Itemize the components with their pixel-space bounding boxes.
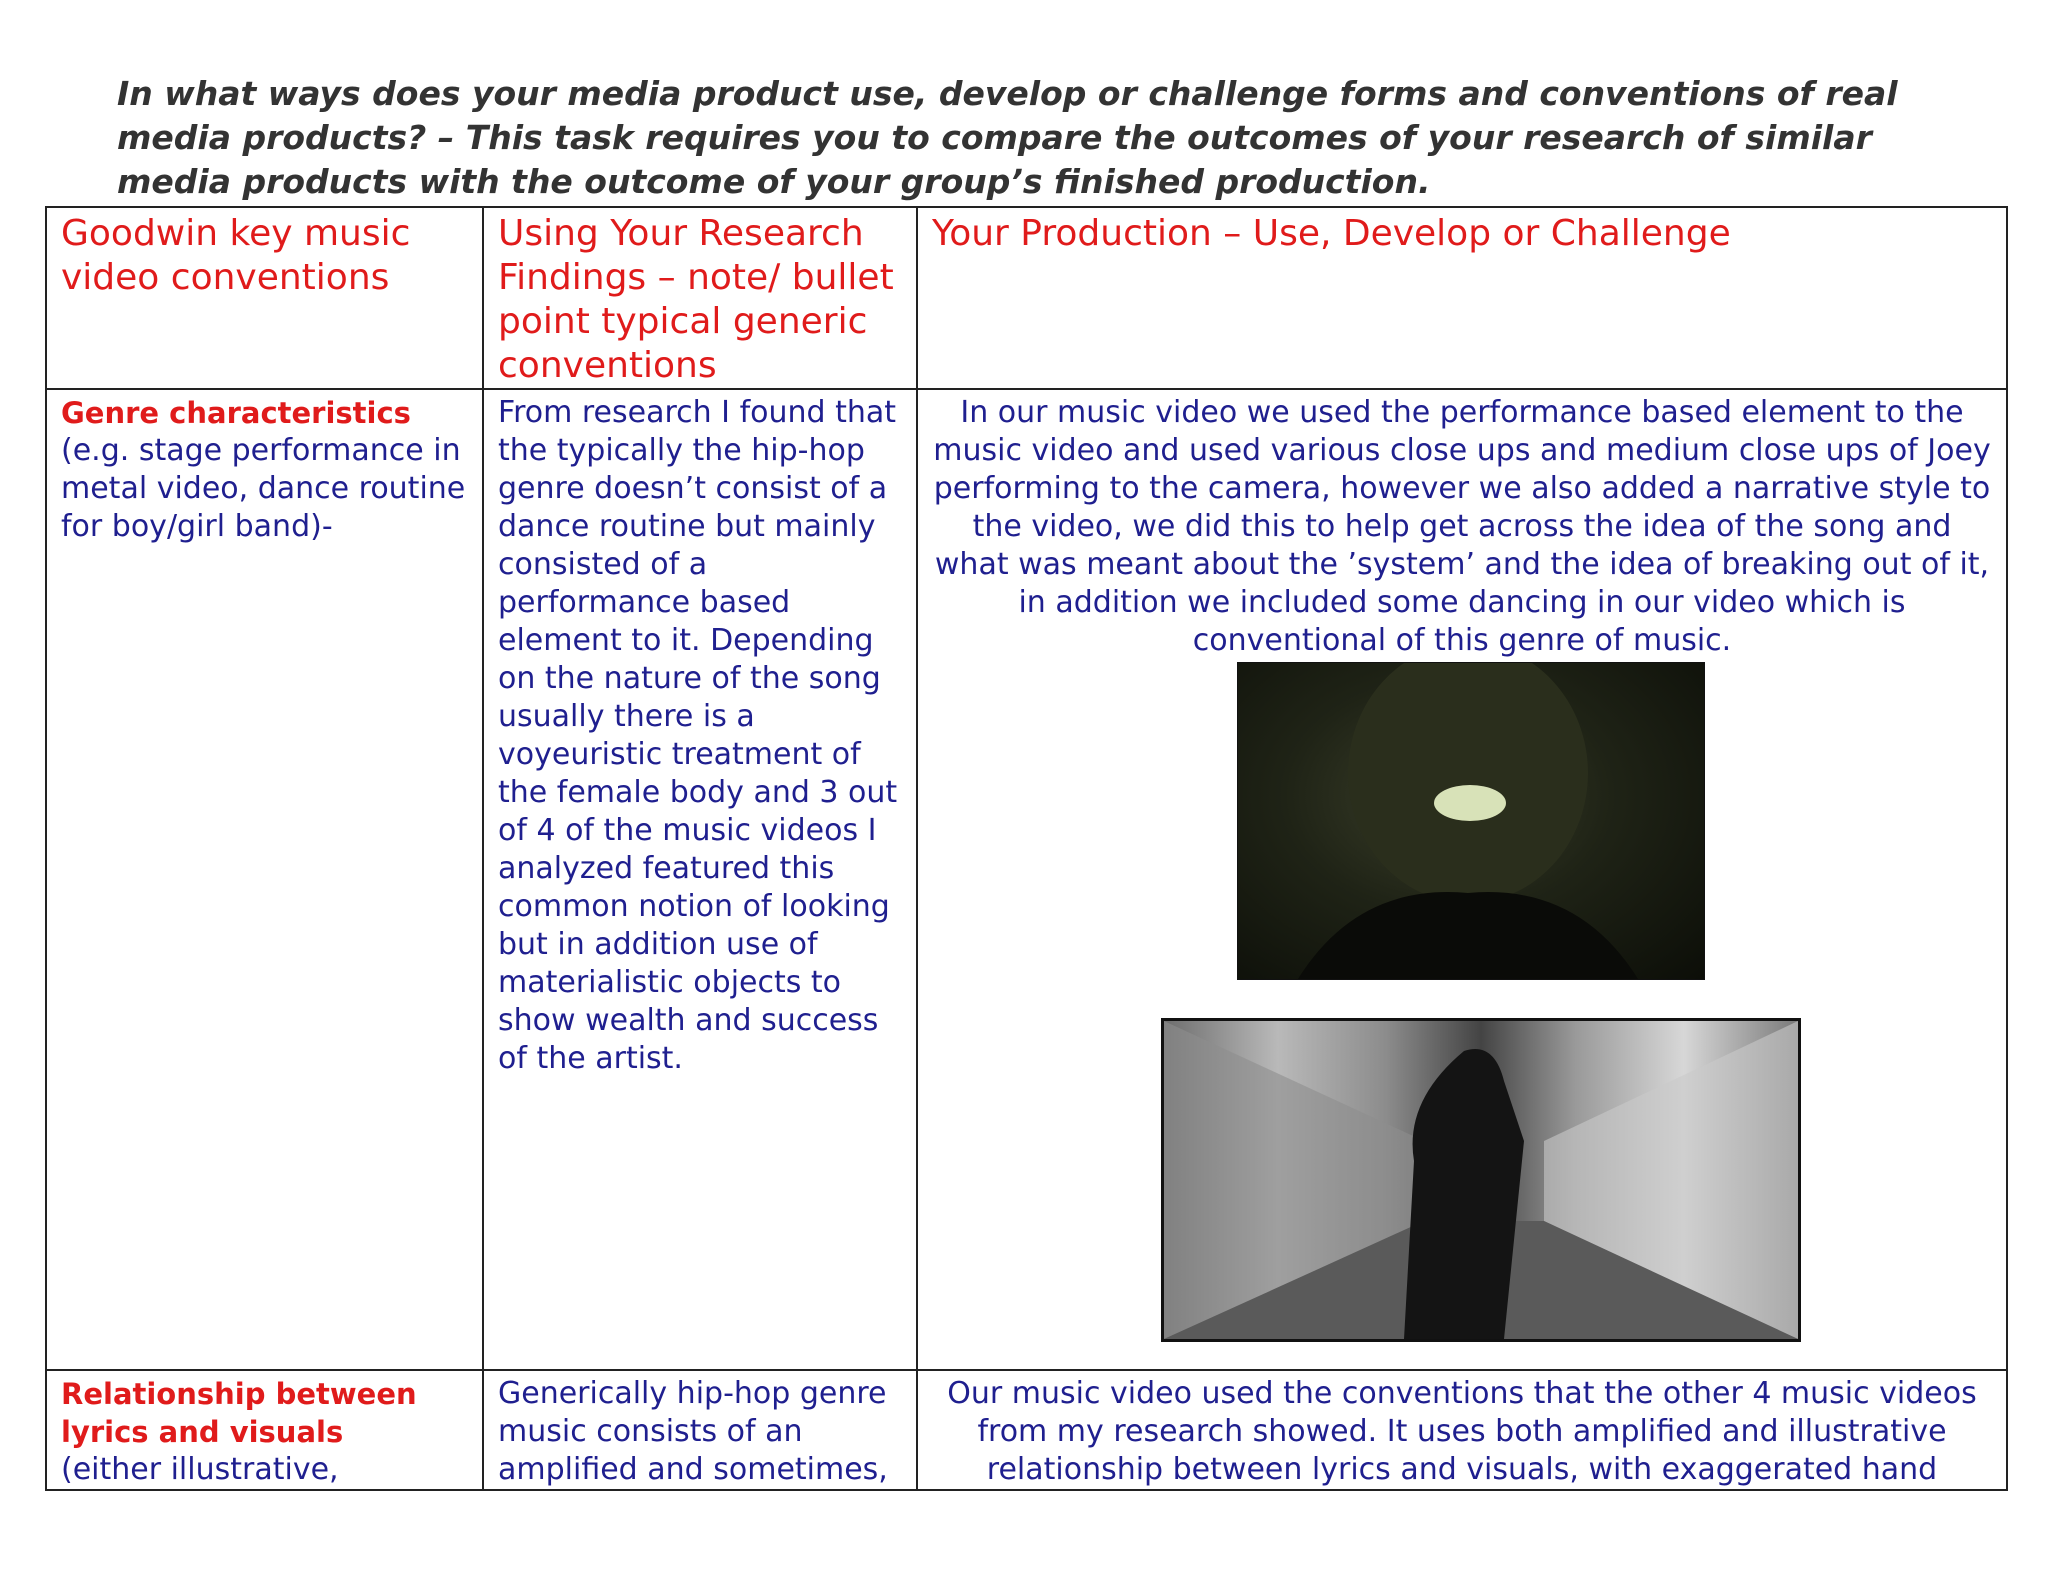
lyrics-research-cell xyxy=(483,1370,917,1490)
genre-research-cell xyxy=(483,389,917,1370)
conventions-table xyxy=(45,206,2008,1491)
video-still-corridor xyxy=(1161,1018,1801,1342)
table-row xyxy=(46,389,2007,1370)
table-row xyxy=(46,1370,2007,1490)
header-cell-conventions xyxy=(46,207,483,389)
production-text-genre: In our music video we used the performance based element to the music video and used various close ups and medium close ups of Joey performing to the camera, however we also added a narrative style to the video, we did this to help get across the idea of the song and what was meant about the ’system’ and the idea of breaking out of it, in addition we included some dancing in our video which is conventional of this genre of music. xyxy=(933,395,1991,658)
performer-closeup-image xyxy=(1238,663,1704,979)
header-conventions: Goodwin key music video conventions xyxy=(61,213,411,298)
table-header-row xyxy=(46,207,2007,389)
corridor-dance-image xyxy=(1164,1021,1798,1339)
header-cell-production xyxy=(917,207,2007,389)
row-label-genre: Genre characteristics xyxy=(61,396,411,430)
row-label-lyrics: Relationship between lyrics and visuals xyxy=(61,1377,417,1449)
row-sublabel-lyrics: (either illustrative, xyxy=(61,1452,339,1487)
header-research: Using Your Research Findings – note/ bullet point typical generic conventions xyxy=(498,213,894,386)
research-text-genre: From research I found that the typically the hip-hop genre doesn’t consist of a dance routine but mainly consisted of a performance based element to it. Depending on the nature of the song usually there is a voyeuristic treatment of the female body and 3 out of 4 of the music videos I analyzed featured this common notion of looking but in addition use of materialistic objects to show wealth and success of the artist. xyxy=(498,395,898,1076)
video-stills xyxy=(932,662,1992,1342)
row-sublabel-genre: (e.g. stage performance in metal video, dance routine for boy/girl band)- xyxy=(61,433,466,544)
video-still-closeup xyxy=(1237,662,1705,980)
header-cell-research xyxy=(483,207,917,389)
lyrics-production-cell xyxy=(917,1370,2007,1490)
lyrics-label-cell xyxy=(46,1370,483,1490)
genre-label-cell xyxy=(46,389,483,1370)
research-text-lyrics: Generically hip-hop genre music consists of an amplified and sometimes, xyxy=(498,1376,888,1487)
production-text-lyrics: Our music video used the conventions that the other 4 music videos from my research showed. It uses both amplified and illustrative relationship between lyrics and visuals, with exaggerated hand xyxy=(947,1376,1977,1487)
header-production: Your Production – Use, Develop or Challenge xyxy=(932,213,1731,254)
genre-production-cell xyxy=(917,389,2007,1370)
page-heading: In what ways does your media product use, develop or challenge forms and conventions of real media products? – This task requires you to compare the outcomes of your research of similar media products with the outcome of your group’s finished production. xyxy=(117,74,1898,201)
